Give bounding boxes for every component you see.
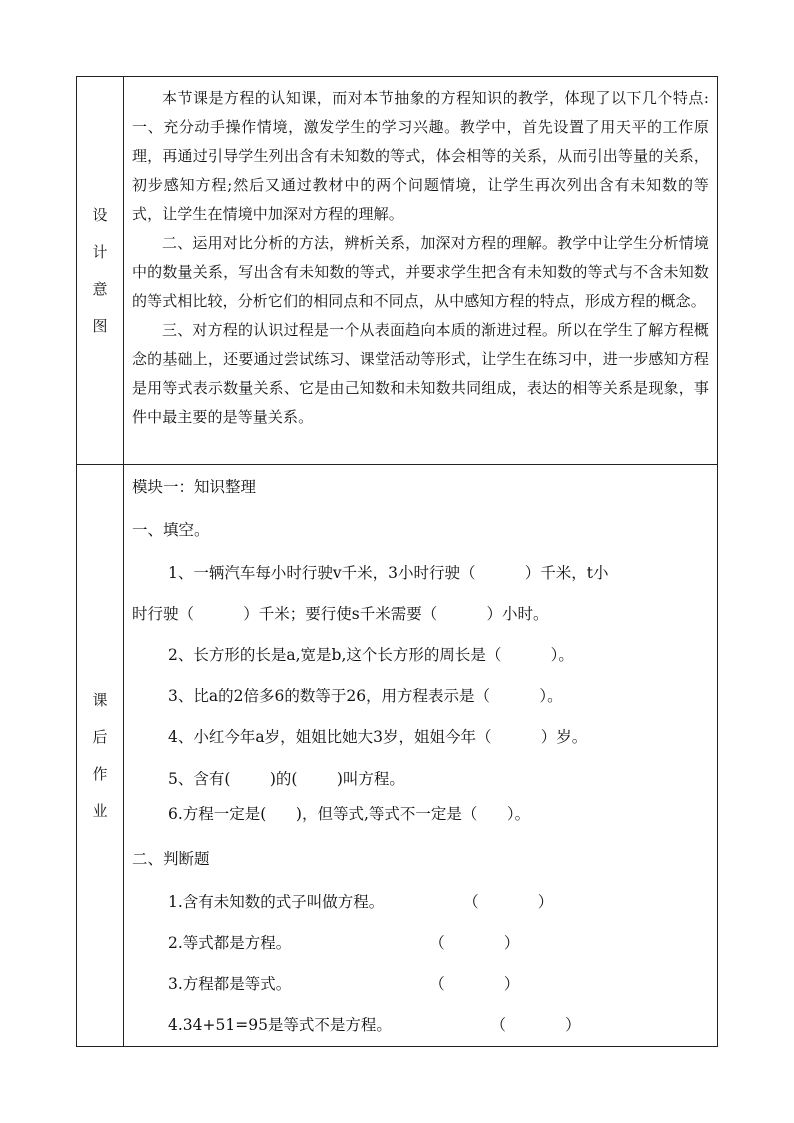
design-paragraph-2: 二、运用对比分析的方法，辨析关系，加深对方程的理解。教学中让学生分析情境中的数量关系，写出含有未知数的等式，并要求学生把含有未知数的等式与不含未知数的等式相比较，分析它们的相同点和不同点，从中感知方程的特点，形成方程的概念。 — [132, 234, 709, 310]
fill-line-5: 5、含有( )的( )叫方程。 — [168, 770, 405, 788]
homework-label-char: 课 — [92, 690, 108, 709]
section2-title: 二、判断题 — [132, 850, 210, 868]
section1-title: 一、填空。 — [132, 521, 210, 539]
module-title: 模块一：知识整理 — [132, 478, 257, 496]
design-label — [77, 205, 123, 335]
design-label-char: 设 — [92, 205, 108, 224]
fill-line-1b: 时行驶（ ）千米；要行使s千米需要（ ）小时。 — [132, 605, 549, 623]
design-row — [77, 77, 718, 465]
lesson-table — [76, 76, 718, 1047]
homework-label-char: 作 — [92, 764, 108, 783]
homework-row — [77, 465, 718, 1047]
homework-label — [77, 690, 123, 820]
homework-label-char: 后 — [92, 727, 108, 746]
judge-line-3: 3.方程都是等式。 （ ） — [168, 975, 520, 993]
fill-line-3: 3、比a的2倍多6的数等于26，用方程表示是（ ）。 — [168, 687, 563, 705]
judge-line-1: 1.含有未知数的式子叫做方程。 （ ） — [168, 893, 554, 911]
design-paragraph-1: 本节课是方程的认知课，而对本节抽象的方程知识的教学，体现了以下几个特点:一、充分动手操作情境，激发学生的学习兴趣。教学中，首先设置了用天平的工作原理，再通过引导学生列出含有未知数的等式，体会相等的关系，从而引出等量的关系，初步感知方程;然后又通过教材中的两个问题情境，让学生再次列出含有未知数的等式，让学生在情境中加深对方程的理解。 — [132, 89, 709, 223]
homework-label-cell — [77, 465, 124, 1047]
fill-line-1a: 1、一辆汽车每小时行驶v千米，3小时行驶（ ）千米，t小 — [168, 564, 609, 582]
fill-line-4: 4、小红今年a岁，姐姐比她大3岁，姐姐今年（ ）岁。 — [168, 728, 588, 746]
design-label-char: 图 — [92, 316, 108, 335]
design-label-char: 计 — [92, 242, 108, 261]
homework-label-char: 业 — [92, 801, 108, 820]
judge-line-4: 4.34+51=95是等式不是方程。 （ ） — [168, 1016, 581, 1034]
design-label-cell — [77, 77, 124, 465]
fill-line-6: 6.方程一定是( )，但等式,等式不一定是（ ）。 — [168, 805, 531, 823]
judge-line-2: 2.等式都是方程。 （ ） — [168, 934, 520, 952]
homework-content — [124, 465, 718, 1047]
design-label-char: 意 — [92, 279, 108, 298]
fill-line-2: 2、长方形的长是a,宽是b,这个长方形的周长是（ ）。 — [168, 646, 574, 664]
design-paragraph-3: 三、对方程的认识过程是一个从表面趋向本质的渐进过程。所以在学生了解方程概念的基础上，还要通过尝试练习、课堂活动等形式，让学生在练习中，进一步感知方程是用等式表示数量关系、它是由己知数和未知数共同组成，表达的相等关系是现象，事件中最主要的是等量关系。 — [132, 321, 709, 426]
design-content — [124, 77, 718, 465]
